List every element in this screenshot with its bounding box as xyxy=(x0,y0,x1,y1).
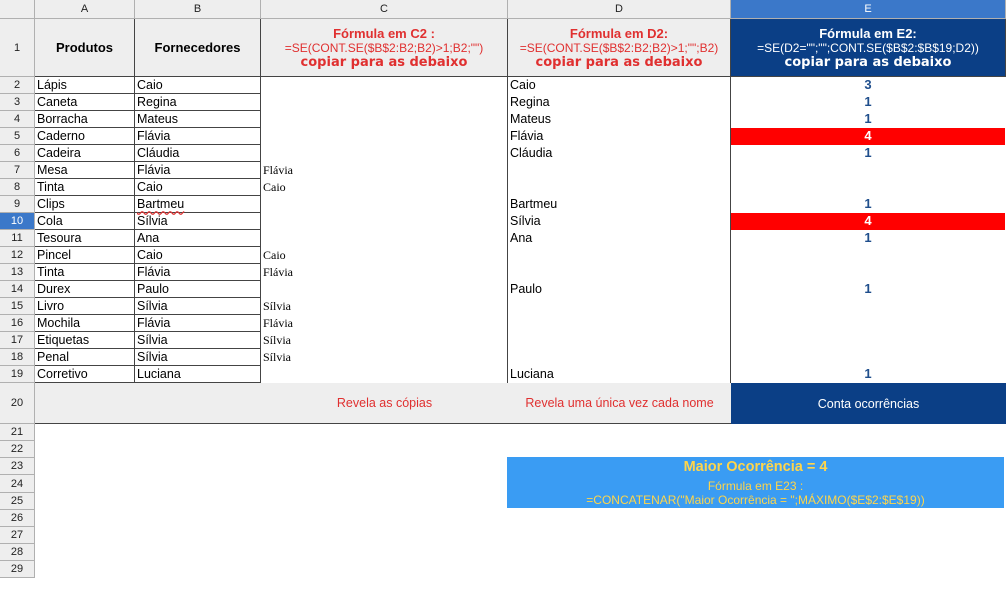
row-header-1[interactable]: 1 xyxy=(0,19,35,77)
cell-unique[interactable]: Luciana xyxy=(508,366,731,383)
cell-d1[interactable] xyxy=(508,19,731,77)
row-header-29[interactable]: 29 xyxy=(0,561,35,578)
cell-supplier[interactable]: Sílvia xyxy=(135,213,261,230)
cell-count[interactable]: 1 xyxy=(864,366,872,381)
cell-copy[interactable] xyxy=(261,94,508,111)
row-header-11[interactable]: 11 xyxy=(0,230,35,247)
summary-formula: =CONCATENAR("Maior Ocorrência = ";MÁXIMO($E$2:$E$19)) xyxy=(586,493,925,507)
cell-unique[interactable]: Flávia xyxy=(508,128,731,145)
cell-copy[interactable] xyxy=(261,281,508,298)
row-header-14[interactable]: 14 xyxy=(0,281,35,298)
row-header-7[interactable]: 7 xyxy=(0,162,35,179)
cell-product[interactable]: Livro xyxy=(35,298,135,315)
row-header-5[interactable]: 5 xyxy=(0,128,35,145)
cell-product[interactable]: Pincel xyxy=(35,247,135,264)
cell-count[interactable]: 1 xyxy=(864,145,872,160)
cell-product[interactable]: Tinta xyxy=(35,264,135,281)
row-header-12[interactable]: 12 xyxy=(0,247,35,264)
cell-count[interactable]: 1 xyxy=(864,281,872,296)
row-header-21[interactable]: 21 xyxy=(0,424,35,441)
cell-supplier[interactable]: Caio xyxy=(135,247,261,264)
row-header-23[interactable]: 23 xyxy=(0,458,35,475)
column-header-b[interactable]: B xyxy=(135,0,261,19)
cell-supplier[interactable]: Mateus xyxy=(135,111,261,128)
cell-unique[interactable]: Caio xyxy=(508,77,731,94)
row-header-27[interactable]: 27 xyxy=(0,527,35,544)
cell-count[interactable] xyxy=(731,332,1005,349)
cell-supplier[interactable]: Flávia xyxy=(135,315,261,332)
cell-count[interactable]: 1 xyxy=(864,111,872,126)
e1-title: Fórmula em E2: xyxy=(819,25,917,41)
cell-product[interactable]: Cola xyxy=(35,213,135,230)
cell-supplier[interactable]: Flávia xyxy=(135,162,261,179)
cell-count[interactable] xyxy=(731,349,1005,366)
row-header-13[interactable]: 13 xyxy=(0,264,35,281)
d1-note: copiar para as debaixo xyxy=(535,54,703,70)
header-fornecedores: Fornecedores xyxy=(154,40,241,55)
e20-label: Conta ocorrências xyxy=(817,396,920,411)
cell-unique[interactable] xyxy=(508,264,731,281)
c1-note: copiar para as debaixo xyxy=(300,54,468,70)
cell-unique[interactable] xyxy=(508,315,731,332)
row-header-17[interactable]: 17 xyxy=(0,332,35,349)
cell-copy[interactable] xyxy=(261,230,508,247)
row-header-25[interactable]: 25 xyxy=(0,493,35,510)
row-header-4[interactable]: 4 xyxy=(0,111,35,128)
d1-title: Fórmula em D2: xyxy=(569,25,669,41)
cell-unique[interactable] xyxy=(508,349,731,366)
cell-c1[interactable] xyxy=(261,19,508,77)
cell-unique[interactable]: Cláudia xyxy=(508,145,731,162)
cell-product[interactable]: Durex xyxy=(35,281,135,298)
cell-copy[interactable]: Caio xyxy=(261,179,508,196)
cell-unique[interactable] xyxy=(508,332,731,349)
cell-copy[interactable] xyxy=(261,213,508,230)
cell-count[interactable] xyxy=(731,179,1005,196)
cell-supplier[interactable]: Caio xyxy=(135,77,261,94)
cell-copy[interactable]: Sílvia xyxy=(261,332,508,349)
column-header-e[interactable]: E xyxy=(731,0,1006,19)
cell-unique[interactable] xyxy=(508,247,731,264)
cell-unique[interactable]: Paulo xyxy=(508,281,731,298)
cell-product[interactable]: Tinta xyxy=(35,179,135,196)
cell-product[interactable]: Tesoura xyxy=(35,230,135,247)
cell-product[interactable]: Clips xyxy=(35,196,135,213)
header-produtos: Produtos xyxy=(55,40,114,55)
column-header-a[interactable]: A xyxy=(35,0,135,19)
row-header-3[interactable]: 3 xyxy=(0,94,35,111)
cell-c20[interactable] xyxy=(261,383,508,424)
cell-copy[interactable] xyxy=(261,145,508,162)
c1-title: Fórmula em C2 : xyxy=(333,25,435,41)
cell-b1[interactable] xyxy=(135,19,261,77)
row-header-9[interactable]: 9 xyxy=(0,196,35,213)
cell-count[interactable] xyxy=(731,162,1005,179)
cell-product[interactable]: Etiquetas xyxy=(35,332,135,349)
cell-unique[interactable] xyxy=(508,179,731,196)
cell-count[interactable]: 1 xyxy=(864,196,872,211)
cell-count[interactable] xyxy=(731,315,1005,332)
cell-supplier[interactable]: Paulo xyxy=(135,281,261,298)
summary-box[interactable] xyxy=(507,457,1004,508)
cell-unique[interactable]: Ana xyxy=(508,230,731,247)
row-header-18[interactable]: 18 xyxy=(0,349,35,366)
cell-count[interactable]: 3 xyxy=(864,77,872,92)
cell-unique[interactable] xyxy=(508,162,731,179)
row-header-10[interactable]: 10 xyxy=(0,213,35,230)
row-header-26[interactable]: 26 xyxy=(0,510,35,527)
cell-copy[interactable] xyxy=(261,128,508,145)
cell-count[interactable]: 1 xyxy=(864,94,872,109)
cell-copy[interactable]: Sílvia xyxy=(261,298,508,315)
cell-copy[interactable]: Flávia xyxy=(261,162,508,179)
cell-supplier[interactable]: Sílvia xyxy=(135,349,261,366)
cell-product[interactable]: Mesa xyxy=(35,162,135,179)
row-header-20[interactable]: 20 xyxy=(0,383,35,424)
cell-product[interactable]: Penal xyxy=(35,349,135,366)
d1-formula: =SE(CONT.SE($B$2:B2;B2)>1;"";B2) xyxy=(519,40,719,55)
row-header-19[interactable]: 19 xyxy=(0,366,35,383)
cell-product[interactable]: Caderno xyxy=(35,128,135,145)
row-header-28[interactable]: 28 xyxy=(0,544,35,561)
column-header-c[interactable]: C xyxy=(261,0,508,19)
cell-supplier[interactable]: Luciana xyxy=(135,366,261,383)
cell-count[interactable]: 1 xyxy=(864,230,872,245)
cell-e20[interactable] xyxy=(731,383,1006,424)
e1-note: copiar para as debaixo xyxy=(784,54,952,70)
cell-product[interactable]: Borracha xyxy=(35,111,135,128)
c20-label: Revela as cópias xyxy=(336,396,433,410)
e1-formula: =SE(D2="";"";CONT.SE($B$2:$B$19;D2)) xyxy=(757,40,979,55)
cell-count[interactable] xyxy=(731,298,1005,315)
cell-supplier[interactable]: Regina xyxy=(135,94,261,111)
row-header-8[interactable]: 8 xyxy=(0,179,35,196)
cell-product[interactable]: Mochila xyxy=(35,315,135,332)
select-all-corner[interactable] xyxy=(0,0,35,19)
cell-copy[interactable] xyxy=(261,196,508,213)
cell-copy[interactable]: Flávia xyxy=(261,315,508,332)
cell-unique[interactable]: Mateus xyxy=(508,111,731,128)
cell-unique[interactable] xyxy=(508,298,731,315)
summary-title: Maior Ocorrência = 4 xyxy=(683,459,828,475)
row-header-2[interactable]: 2 xyxy=(0,77,35,94)
c1-formula: =SE(CONT.SE($B$2:B2;B2)>1;B2;"") xyxy=(284,40,484,55)
cell-supplier[interactable]: Ana xyxy=(135,230,261,247)
d20-label: Revela uma única vez cada nome xyxy=(525,396,714,410)
cell-supplier[interactable]: Caio xyxy=(135,179,261,196)
cell-copy[interactable]: Sílvia xyxy=(261,349,508,366)
cell-d20[interactable] xyxy=(508,383,731,424)
cell-supplier[interactable]: Flávia xyxy=(135,128,261,145)
cell-count[interactable]: 4 xyxy=(731,213,1005,230)
row-header-16[interactable]: 16 xyxy=(0,315,35,332)
cell-a1[interactable] xyxy=(35,19,135,77)
cell-count[interactable] xyxy=(731,264,1005,281)
cell-copy[interactable]: Caio xyxy=(261,247,508,264)
cell-product[interactable]: Caneta xyxy=(35,94,135,111)
row-header-6[interactable]: 6 xyxy=(0,145,35,162)
cell-e1[interactable] xyxy=(731,19,1006,77)
row-header-15[interactable]: 15 xyxy=(0,298,35,315)
cell-count[interactable]: 4 xyxy=(731,128,1005,145)
cell-copy[interactable] xyxy=(261,366,508,383)
cell-supplier[interactable]: Cláudia xyxy=(135,145,261,162)
cell-supplier[interactable]: Sílvia xyxy=(135,298,261,315)
summary-sub: Fórmula em E23 : xyxy=(707,479,804,493)
cell-supplier[interactable]: Sílvia xyxy=(135,332,261,349)
cell-copy[interactable]: Flávia xyxy=(261,264,508,281)
cell-product[interactable]: Cadeira xyxy=(35,145,135,162)
row-header-24[interactable]: 24 xyxy=(0,475,35,493)
cell-supplier[interactable]: Flávia xyxy=(135,264,261,281)
cell-unique[interactable]: Regina xyxy=(508,94,731,111)
cell-count[interactable] xyxy=(731,247,1005,264)
cell-a20-b20[interactable] xyxy=(35,383,261,424)
cell-product[interactable]: Corretivo xyxy=(35,366,135,383)
row-header-22[interactable]: 22 xyxy=(0,441,35,458)
cell-supplier[interactable]: Bartmeu xyxy=(135,196,261,213)
cell-product[interactable]: Lápis xyxy=(35,77,135,94)
cell-unique[interactable]: Bartmeu xyxy=(508,196,731,213)
cell-copy[interactable] xyxy=(261,111,508,128)
cell-copy[interactable] xyxy=(261,77,508,94)
column-header-d[interactable]: D xyxy=(508,0,731,19)
cell-unique[interactable]: Sílvia xyxy=(508,213,731,230)
